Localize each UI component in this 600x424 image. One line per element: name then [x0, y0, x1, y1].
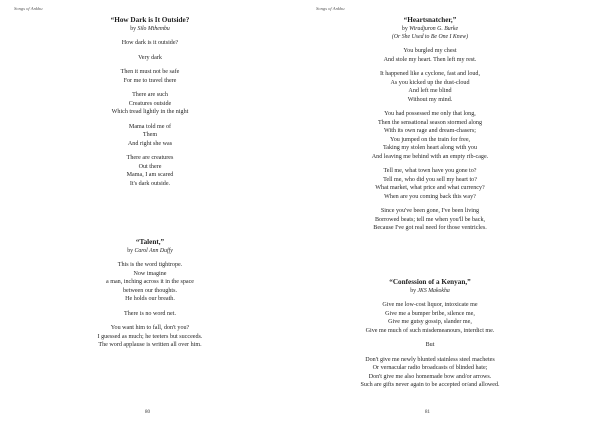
byline-by: by	[401, 26, 408, 32]
stanza	[320, 301, 540, 335]
running-head: Songs of Ankhu	[316, 6, 345, 11]
poem-line: Without my mind.	[407, 96, 453, 103]
stanza	[40, 39, 260, 48]
poem-line: With its own rage and dream-chasers;	[384, 128, 476, 134]
poem-subtitle-text: (Or She Used to Be One I Knew)	[391, 34, 469, 40]
poem-line: You had possessed me only that long,	[384, 111, 476, 117]
poem-line: I guessed as much; he teeters but succeeds.	[97, 333, 203, 340]
stanza	[320, 356, 540, 390]
poem-byline	[40, 25, 260, 33]
poem-line: There are such	[132, 92, 168, 98]
poem-line: Don't give me newly blunted stainless steel machetes	[365, 356, 495, 363]
poem-byline	[320, 287, 540, 295]
poem-author: JKS Makokha	[417, 288, 450, 294]
poem-line: You want him to fall, don't you?	[110, 325, 190, 331]
poem-line: It happened like a cyclone, fast and loud,	[379, 71, 480, 77]
poem-line: Since you've been gone, I've been living	[380, 208, 480, 214]
poem-line: And left me blind	[408, 88, 452, 94]
poem-line: Very dark	[138, 54, 162, 61]
poem-line: Out there	[138, 163, 162, 170]
poem-how-dark	[40, 16, 260, 188]
stanza	[40, 91, 260, 117]
poem-line: There is no word net.	[124, 310, 176, 317]
poem-confession-of-a-kenyan	[320, 278, 540, 390]
poem-line: Them	[142, 132, 158, 138]
page-number: 81	[425, 410, 430, 415]
byline-by: by	[127, 248, 133, 254]
right-page	[300, 0, 600, 424]
poem-title: “Heartsnatcher,”	[403, 16, 457, 24]
poem-line: Because I've got real need for those ventricles.	[373, 225, 487, 231]
poem-line: Give me gutsy gossip, slander me,	[388, 319, 472, 325]
poem-title: “How Dark is It Outside?	[110, 16, 190, 24]
poem-line: When are you coming back this way?	[384, 193, 476, 200]
poem-heartsnatcher	[320, 16, 540, 233]
stanza	[40, 68, 260, 85]
poem-line: Give me a bumper bribe, silence me,	[385, 310, 475, 317]
poem-line: Which tread lightly in the night	[111, 109, 189, 115]
poem-line: Give me much of such misdemeanours, interdict me.	[365, 327, 495, 334]
poem-line: It's dark outside.	[129, 180, 171, 187]
page-number: 80	[145, 410, 150, 415]
stanza	[320, 167, 540, 201]
poem-line: For me to travel there	[123, 77, 177, 84]
poem-title: “Confession of a Kenyan,”	[389, 278, 471, 286]
poem-line: Such are gifts never again to be accepted or/and allowed.	[360, 382, 500, 388]
poem-line: You burgled my chest	[403, 48, 457, 54]
byline-by: by	[410, 288, 416, 294]
poem-line: Tell me, who did you sell my heart to?	[383, 176, 477, 183]
poem-line: Creatures outside	[128, 100, 172, 107]
stanza	[320, 70, 540, 104]
poem-line: Don't give me also homemade bow and/or arrows.	[368, 373, 492, 380]
stanza	[40, 154, 260, 188]
stanza	[320, 207, 540, 233]
poem-talent	[40, 238, 260, 350]
poem-title: “Talent,”	[135, 238, 165, 246]
poem-byline	[320, 25, 540, 33]
poem-line: Mama told me of	[128, 123, 172, 130]
poem-line: Borrowed beats; tell me when you'll be back,	[374, 216, 486, 223]
byline-by: by	[130, 26, 136, 32]
poem-line: Then the sensational season stormed along	[377, 119, 483, 126]
poem-line: Mama, I am scared	[126, 172, 174, 178]
stanza	[40, 123, 260, 149]
poem-line: And right she was	[127, 140, 173, 147]
stanza	[40, 261, 260, 304]
poem-line: Taking my stolen heart along with you	[382, 145, 477, 151]
poem-line: There are creatures	[126, 155, 174, 161]
running-head: Songs of Ankhu	[14, 6, 43, 11]
poem-author: Silo Mthembu	[137, 26, 170, 32]
poem-byline	[40, 247, 260, 255]
poem-line: Now imagine	[133, 270, 167, 277]
poem-line: The word applause is written all over him.	[98, 342, 202, 348]
poem-line: Then it must not be safe	[120, 69, 180, 75]
poem-author: Wiradjuron G. Burke	[409, 26, 459, 32]
poem-line: How dark is it outside?	[121, 40, 179, 46]
poem-line: This is the word tightrope.	[117, 262, 183, 268]
poem-subtitle	[320, 33, 540, 41]
poem-line: Tell me, what town have you gone to?	[383, 168, 477, 174]
poem-line: You jumped on the train for free,	[389, 136, 471, 143]
poem-line: What market, what price and what currency?	[375, 185, 485, 191]
stanza	[320, 47, 540, 64]
stanza	[320, 110, 540, 161]
poem-line: Or vernacular radio broadcasts of blinded hate;	[372, 365, 488, 371]
poem-line: As you kicked up the dust-cloud	[390, 79, 470, 86]
poem-line: Give me low-cost liquor, intoxicate me	[382, 302, 478, 308]
poem-line: But	[425, 342, 435, 348]
stanza	[40, 324, 260, 350]
poem-line: He holds our breath.	[125, 296, 175, 302]
stanza	[40, 54, 260, 63]
poem-line: a man, inching across it in the space	[106, 279, 194, 285]
poem-line: between our thoughts.	[123, 287, 177, 294]
poem-line: And stole my heart. Then left my rest.	[383, 56, 477, 63]
poem-line: And leaving me behind with an empty rib-cage.	[371, 153, 489, 160]
poem-author: Carol Ann Duffy	[134, 248, 173, 254]
stanza	[320, 341, 540, 350]
stanza	[40, 310, 260, 319]
